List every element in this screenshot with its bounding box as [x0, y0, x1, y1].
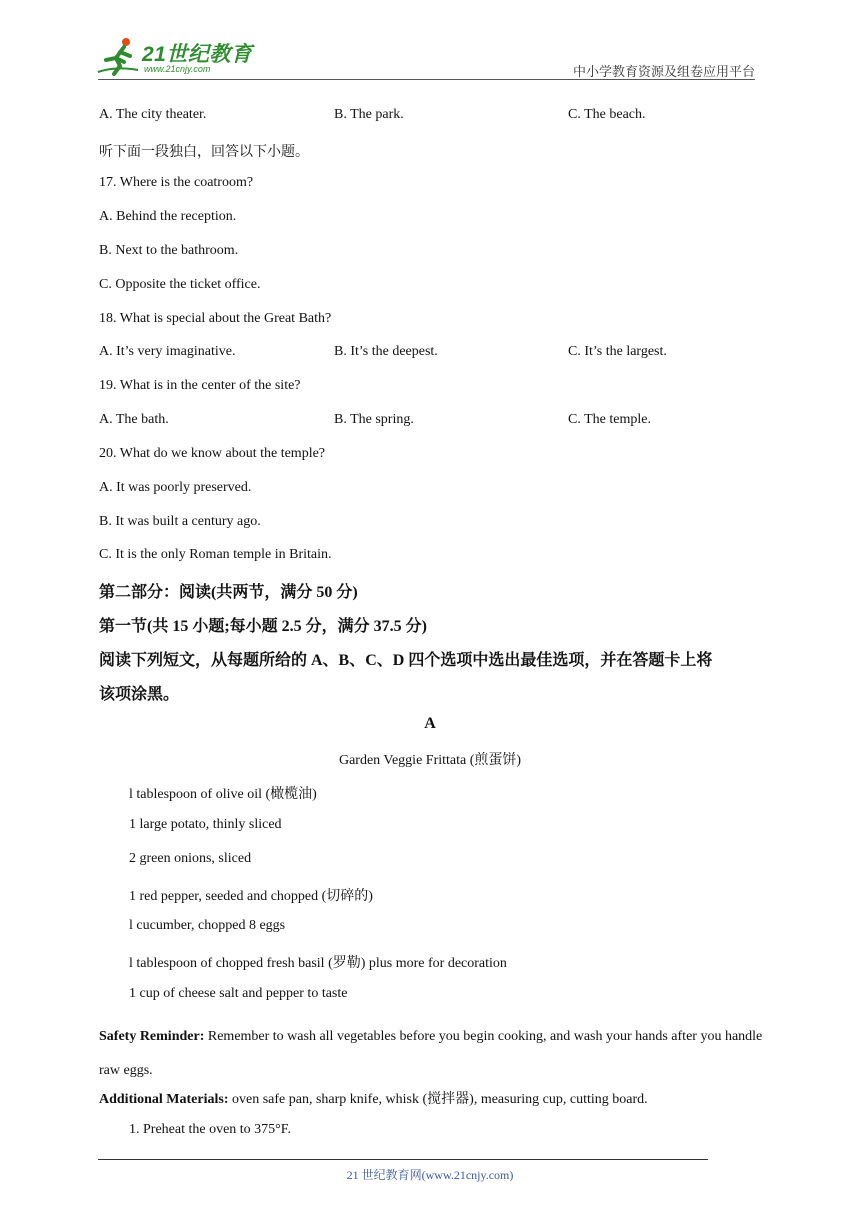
part2-title: 第二部分：阅读(共两节，满分 50 分) [99, 584, 358, 601]
platform-title: 中小学教育资源及组卷应用平台 [572, 64, 755, 79]
ingredient-item: 1 large potato, thinly sliced [129, 817, 282, 832]
safety-text: Remember to wash all vegetables before you begin cooking, and wash your hands after you handle raw eggs. [99, 1029, 763, 1078]
question-18: 18. What is special about the Great Bath? [99, 311, 332, 326]
step-1: 1. Preheat the oven to 375°F. [129, 1122, 291, 1137]
additional-materials [99, 1088, 648, 1108]
option-a: A. The city theater. [99, 107, 207, 122]
question-20-option-b: B. It was built a century ago. [99, 514, 261, 529]
question-19-option-a: A. The bath. [99, 412, 169, 427]
passage-label: A [424, 715, 436, 732]
safety-reminder [99, 1020, 764, 1088]
passage-title: Garden Veggie Frittata (煎蛋饼) [338, 753, 522, 768]
option-b: B. The park. [334, 107, 404, 122]
materials-label: Additional Materials: [99, 1092, 229, 1107]
ingredient-item: 2 green onions, sliced [129, 851, 252, 866]
monologue-intro: 听下面一段独白，回答以下小题。 [99, 145, 309, 160]
safety-label: Safety Reminder: [99, 1029, 205, 1044]
question-17-option-b: B. Next to the bathroom. [99, 243, 239, 258]
question-18-option-b: B. It’s the deepest. [334, 344, 438, 359]
question-17-option-a: A. Behind the reception. [99, 209, 237, 224]
ingredient-item: 1 cup of cheese salt and pepper to taste [129, 986, 348, 1001]
instruction-line1: 阅读下列短文，从每题所给的 A、B、C、D 四个选项中选出最佳选项，并在答题卡上将 [99, 652, 713, 669]
question-17: 17. Where is the coatroom? [99, 175, 254, 190]
instruction-line2: 该项涂黑。 [99, 686, 180, 703]
ingredient-item: l cucumber, chopped 8 eggs [129, 918, 286, 933]
ingredient-item: 1 red pepper, seeded and chopped (切碎的) [129, 889, 373, 904]
question-17-option-c: C. Opposite the ticket office. [99, 277, 261, 292]
logo-url: www.21cnjy.com [144, 64, 211, 74]
ingredient-item: l tablespoon of chopped fresh basil (罗勒) plus more for decoration [129, 956, 507, 971]
option-c: C. The beach. [568, 107, 646, 122]
question-20-option-a: A. It was poorly preserved. [99, 480, 252, 495]
runner-icon [96, 36, 140, 76]
footer-divider [98, 1159, 708, 1160]
question-19-option-b: B. The spring. [334, 412, 414, 427]
materials-text: oven safe pan, sharp knife, whisk (搅拌器), measuring cup, cutting board. [228, 1092, 648, 1107]
question-18-option-c: C. It’s the largest. [568, 344, 667, 359]
question-20-option-c: C. It is the only Roman temple in Britain. [99, 547, 332, 562]
footer-text: 21 世纪教育网(www.21cnjy.com) [346, 1168, 514, 1182]
logo-text: 21世纪教育 [142, 43, 253, 66]
question-18-option-a: A. It’s very imaginative. [99, 344, 236, 359]
question-20: 20. What do we know about the temple? [99, 446, 326, 461]
section1-title: 第一节(共 15 小题;每小题 2.5 分，满分 37.5 分) [99, 618, 427, 635]
ingredient-item: l tablespoon of olive oil (橄榄油) [129, 787, 317, 802]
question-19: 19. What is in the center of the site? [99, 378, 301, 393]
question-19-option-c: C. The temple. [568, 412, 651, 427]
site-logo [96, 34, 266, 78]
header-divider [98, 79, 755, 80]
